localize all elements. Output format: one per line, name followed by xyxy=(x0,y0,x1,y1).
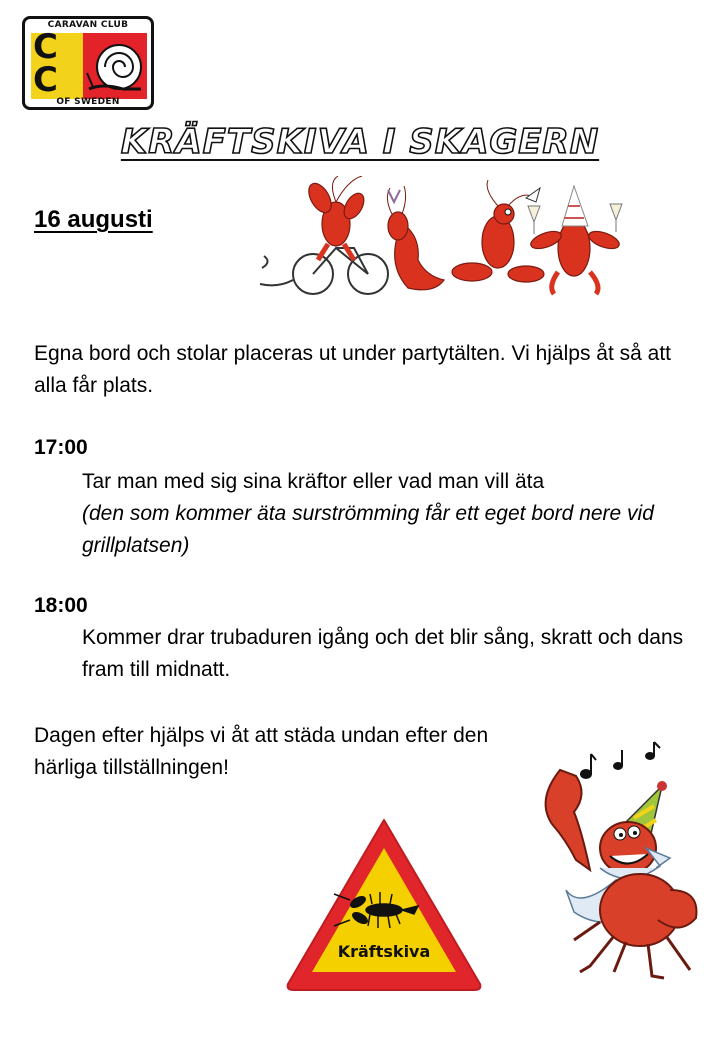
event-date: 16 augusti xyxy=(34,206,153,233)
schedule-time-2: 18:00 xyxy=(34,594,88,617)
intro-paragraph: Egna bord och stolar placeras ut under partytälten. Vi hjälps åt så att alla får plats. xyxy=(34,342,671,397)
page-title-text: KRÄFTSKIVA I SKAGERN xyxy=(120,122,600,162)
schedule-text-1 xyxy=(82,466,692,562)
schedule-text-2: Kommer drar trubaduren igång och det blir sång, skratt och dans fram till midnatt. xyxy=(82,626,684,681)
caravan-club-logo xyxy=(22,16,154,110)
dancing-crayfish-icon xyxy=(530,740,710,980)
schedule-time-1: 17:00 xyxy=(34,436,88,459)
schedule-description-1: Tar man med sig sina kräftor eller vad man vill äta xyxy=(82,470,545,493)
schedule-note-1: (den som kommer äta surströmming får ett eget bord nere vid grillplatsen) xyxy=(82,502,654,557)
logo-letters: C C xyxy=(33,27,58,100)
snail-icon xyxy=(83,33,147,99)
logo-red-panel xyxy=(83,33,147,99)
page-title xyxy=(0,122,720,162)
outro-paragraph: Dagen efter hjälps vi åt att städa undan efter den härliga tillställningen! xyxy=(34,724,489,779)
logo-bottom-text: OF SWEDEN xyxy=(56,97,120,107)
music-notes-icon xyxy=(581,742,660,778)
logo-top-text: CARAVAN CLUB xyxy=(47,20,129,30)
warning-sign-icon xyxy=(284,814,484,994)
party-crayfish-illustration xyxy=(258,176,648,306)
sign-label: Kräftskiva xyxy=(337,942,431,961)
